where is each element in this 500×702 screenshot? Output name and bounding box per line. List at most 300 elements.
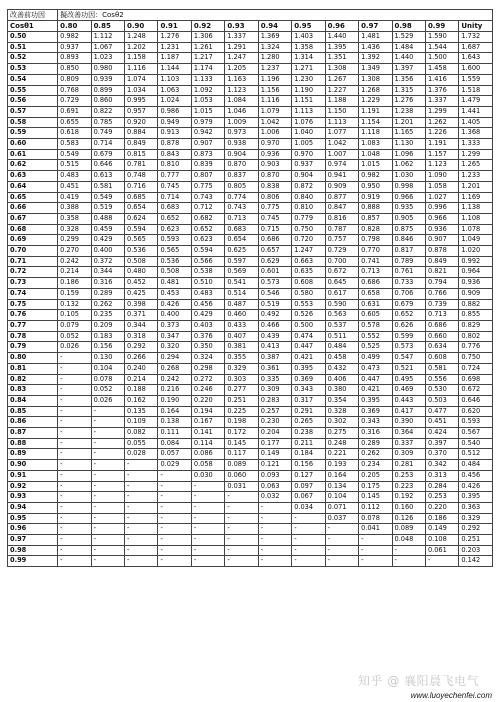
- table-cell: 1.217: [191, 53, 224, 64]
- table-cell: 0.266: [125, 353, 158, 364]
- table-cell: 1.079: [258, 106, 291, 117]
- table-cell: 1.076: [292, 117, 325, 128]
- header-row-1: [8, 10, 493, 21]
- table-row: [8, 545, 493, 556]
- table-cell: 0.097: [292, 481, 325, 492]
- table-cell: 0.766: [425, 288, 458, 299]
- table-cell: -: [125, 545, 158, 556]
- table-cell: -: [91, 406, 124, 417]
- table-cell: -: [191, 545, 224, 556]
- table-cell: 0.714: [158, 192, 191, 203]
- table-cell: 0.355: [225, 353, 258, 364]
- table-cell: 0.936: [459, 278, 493, 289]
- table-cell: 1.130: [392, 139, 425, 150]
- table-cell: 0.052: [58, 331, 91, 342]
- table-cell: 1.291: [225, 42, 258, 53]
- table-cell: 0.135: [125, 406, 158, 417]
- table-cell: 1.040: [292, 128, 325, 139]
- table-cell: -: [191, 556, 224, 567]
- table-cell: 1.191: [359, 106, 392, 117]
- table-cell: 0.456: [459, 470, 493, 481]
- table-cell: -: [125, 524, 158, 535]
- table-cell: 0.581: [425, 363, 458, 374]
- table-cell: 0.904: [292, 171, 325, 182]
- table-cell: 0.141: [191, 428, 224, 439]
- table-cell: 0.407: [225, 331, 258, 342]
- column-header: Unity: [459, 21, 493, 32]
- table-row: [8, 139, 493, 150]
- table-cell: 0.973: [225, 128, 258, 139]
- table-cell: 0.957: [125, 106, 158, 117]
- table-cell: 1.299: [425, 106, 458, 117]
- table-cell: 0.198: [225, 417, 258, 428]
- table-cell: -: [225, 513, 258, 524]
- table-cell: 0.658: [359, 288, 392, 299]
- table-cell: 0.774: [225, 192, 258, 203]
- table-cell: 1.174: [191, 64, 224, 75]
- table-cell: 1.108: [459, 213, 493, 224]
- table-cell: 0.309: [258, 385, 291, 396]
- table-cell: 1.123: [225, 85, 258, 96]
- table-cell: 0.652: [392, 310, 425, 321]
- table-row: [8, 428, 493, 439]
- table-cell: 0.060: [225, 470, 258, 481]
- table-cell: 1.529: [392, 32, 425, 43]
- table-cell: -: [292, 556, 325, 567]
- row-header-pf: 0.60: [8, 139, 58, 150]
- table-cell: 0.855: [459, 310, 493, 321]
- table-cell: 0.683: [225, 224, 258, 235]
- table-cell: 0.426: [459, 481, 493, 492]
- table-cell: 0.646: [459, 395, 493, 406]
- table-row: [8, 299, 493, 310]
- table-cell: -: [91, 513, 124, 524]
- corner-label: 改善前功因: [8, 10, 58, 21]
- table-cell: 0.156: [91, 342, 124, 353]
- table-cell: 0.456: [191, 299, 224, 310]
- table-cell: 1.237: [258, 64, 291, 75]
- table-cell: 0.041: [359, 524, 392, 535]
- table-cell: 0.563: [325, 310, 358, 321]
- table-cell: 0.292: [125, 342, 158, 353]
- table-cell: -: [191, 502, 224, 513]
- row-header-pf: 0.75: [8, 299, 58, 310]
- table-cell: 0.483: [58, 171, 91, 182]
- table-cell: 0.343: [359, 417, 392, 428]
- table-cell: -: [292, 513, 325, 524]
- table-cell: 0.860: [91, 96, 124, 107]
- table-cell: 0.289: [359, 438, 392, 449]
- table-cell: -: [325, 545, 358, 556]
- table-cell: -: [258, 556, 291, 567]
- table-cell: -: [158, 502, 191, 513]
- table-cell: 0.242: [58, 256, 91, 267]
- table-cell: 0.514: [225, 288, 258, 299]
- table-cell: 1.154: [359, 117, 392, 128]
- table-row: [8, 288, 493, 299]
- table-cell: 0.882: [459, 299, 493, 310]
- table-cell: -: [58, 492, 91, 503]
- table-cell: 0.847: [325, 203, 358, 214]
- table-cell: 0.620: [459, 406, 493, 417]
- table-cell: 0.937: [292, 160, 325, 171]
- table-cell: 0.451: [425, 417, 458, 428]
- table-cell: 0.623: [158, 224, 191, 235]
- table-cell: 0.798: [359, 235, 392, 246]
- row-header-pf: 0.80: [8, 353, 58, 364]
- table-cell: 0.873: [191, 149, 224, 160]
- table-row: [8, 32, 493, 43]
- table-cell: 0.683: [158, 203, 191, 214]
- table-cell: 0.460: [225, 310, 258, 321]
- table-cell: 0.175: [359, 481, 392, 492]
- table-cell: 0.160: [392, 502, 425, 513]
- table-row: [8, 502, 493, 513]
- table-cell: 0.624: [125, 213, 158, 224]
- table-cell: 1.590: [425, 32, 458, 43]
- table-cell: 1.392: [359, 53, 392, 64]
- row-header-pf: 0.96: [8, 524, 58, 535]
- table-cell: 1.113: [325, 117, 358, 128]
- table-cell: -: [258, 513, 291, 524]
- table-cell: 0.214: [125, 374, 158, 385]
- table-cell: -: [91, 460, 124, 471]
- table-row: [8, 128, 493, 139]
- table-cell: 0.907: [191, 139, 224, 150]
- row-header-pf: 0.69: [8, 235, 58, 246]
- table-cell: 1.395: [325, 42, 358, 53]
- table-cell: 0.221: [325, 449, 358, 460]
- table-cell: 0.480: [125, 267, 158, 278]
- table-cell: 0.729: [58, 96, 91, 107]
- table-cell: 0.447: [359, 374, 392, 385]
- table-cell: 0.447: [292, 342, 325, 353]
- table-cell: 0.777: [158, 171, 191, 182]
- table-cell: 1.201: [392, 117, 425, 128]
- table-cell: 0.593: [459, 417, 493, 428]
- table-cell: 1.416: [425, 74, 458, 85]
- table-cell: 1.337: [425, 96, 458, 107]
- table-cell: 0.909: [325, 181, 358, 192]
- table-cell: 1.103: [158, 74, 191, 85]
- table-cell: 0.970: [292, 149, 325, 160]
- table-cell: 0.521: [392, 363, 425, 374]
- table-cell: -: [58, 449, 91, 460]
- table-cell: -: [91, 449, 124, 460]
- table-cell: -: [125, 460, 158, 471]
- table-cell: 0.398: [125, 299, 158, 310]
- table-cell: 0.573: [258, 278, 291, 289]
- table-cell: 0.508: [158, 267, 191, 278]
- table-cell: 0.654: [125, 203, 158, 214]
- table-cell: 0.617: [325, 288, 358, 299]
- table-cell: 0.846: [392, 235, 425, 246]
- table-cell: 0.429: [91, 235, 124, 246]
- table-cell: 0.214: [58, 267, 91, 278]
- table-cell: 0.347: [158, 331, 191, 342]
- table-cell: 0.093: [258, 470, 291, 481]
- table-cell: 0.320: [158, 342, 191, 353]
- table-row: [8, 524, 493, 535]
- table-cell: 1.643: [459, 53, 493, 64]
- row-header-pf: 0.92: [8, 481, 58, 492]
- column-header: 0.98: [392, 21, 425, 32]
- table-cell: 0.186: [58, 278, 91, 289]
- table-cell: 0.935: [392, 203, 425, 214]
- column-header: 0.90: [125, 21, 158, 32]
- table-cell: 0.546: [258, 288, 291, 299]
- table-cell: 1.074: [125, 74, 158, 85]
- table-cell: 0.713: [225, 213, 258, 224]
- table-cell: 0.369: [359, 406, 392, 417]
- table-cell: 0.114: [191, 438, 224, 449]
- table-cell: -: [58, 535, 91, 546]
- table-cell: 0.265: [292, 417, 325, 428]
- table-cell: 1.027: [425, 192, 458, 203]
- column-header: 0.91: [158, 21, 191, 32]
- table-cell: 0.817: [392, 246, 425, 257]
- table-cell: 1.201: [459, 181, 493, 192]
- table-row: [8, 438, 493, 449]
- table-cell: 0.593: [158, 235, 191, 246]
- row-header-pf: 0.90: [8, 460, 58, 471]
- table-cell: 1.227: [325, 85, 358, 96]
- table-cell: 0.625: [225, 246, 258, 257]
- table-cell: 1.405: [459, 117, 493, 128]
- table-cell: -: [158, 535, 191, 546]
- table-cell: -: [91, 438, 124, 449]
- table-cell: 0.686: [359, 278, 392, 289]
- table-cell: 1.226: [425, 128, 458, 139]
- row-header-pf: 0.94: [8, 502, 58, 513]
- table-cell: 1.112: [91, 32, 124, 43]
- table-cell: 0.159: [58, 288, 91, 299]
- column-header: 0.92: [191, 21, 224, 32]
- table-cell: 0.109: [125, 417, 158, 428]
- table-cell: 1.063: [158, 85, 191, 96]
- table-cell: 0.998: [392, 181, 425, 192]
- table-cell: 1.308: [359, 74, 392, 85]
- table-cell: 1.058: [425, 181, 458, 192]
- table-cell: 0.660: [425, 331, 458, 342]
- table-cell: 0.238: [292, 428, 325, 439]
- table-cell: 0.583: [58, 139, 91, 150]
- table-cell: 0.809: [58, 74, 91, 85]
- table-cell: 0.354: [325, 395, 358, 406]
- table-cell: -: [125, 481, 158, 492]
- table-cell: 0.745: [158, 181, 191, 192]
- table-cell: 1.196: [258, 74, 291, 85]
- table-cell: 0.878: [425, 246, 458, 257]
- table-cell: 0.706: [392, 288, 425, 299]
- table-cell: 0.626: [392, 320, 425, 331]
- row-header-pf: 0.78: [8, 331, 58, 342]
- table-cell: 1.403: [292, 32, 325, 43]
- table-cell: 0.451: [58, 181, 91, 192]
- column-header: 0.85: [91, 21, 124, 32]
- table-cell: 0.770: [359, 246, 392, 257]
- table-cell: 0.511: [325, 331, 358, 342]
- table-cell: 0.685: [125, 192, 158, 203]
- table-cell: 0.748: [125, 171, 158, 182]
- table-cell: 0.071: [325, 502, 358, 513]
- table-row: [8, 85, 493, 96]
- row-header-pf: 0.67: [8, 213, 58, 224]
- row-header-pf: 0.64: [8, 181, 58, 192]
- table-cell: 0.156: [292, 460, 325, 471]
- table-cell: 0.919: [359, 192, 392, 203]
- table-cell: 0.067: [292, 492, 325, 503]
- row-header-pf: 0.99: [8, 556, 58, 567]
- table-cell: 0.481: [158, 278, 191, 289]
- table-cell: 0.672: [459, 385, 493, 396]
- table-cell: 0.458: [325, 353, 358, 364]
- table-cell: 0.270: [58, 246, 91, 257]
- table-row: [8, 160, 493, 171]
- table-cell: 0.262: [359, 449, 392, 460]
- table-cell: 0.079: [58, 320, 91, 331]
- row-header-pf: 0.62: [8, 160, 58, 171]
- table-cell: 1.268: [359, 85, 392, 96]
- table-cell: -: [125, 470, 158, 481]
- table-cell: 1.276: [392, 96, 425, 107]
- table-cell: 1.440: [325, 32, 358, 43]
- table-cell: -: [158, 524, 191, 535]
- table-cell: 0.329: [225, 363, 258, 374]
- table-cell: 1.133: [191, 74, 224, 85]
- table-cell: 0.849: [425, 256, 458, 267]
- row-header-pf: 0.70: [8, 246, 58, 257]
- table-cell: 0.713: [359, 267, 392, 278]
- table-cell: 0.966: [425, 213, 458, 224]
- table-cell: 0.920: [125, 117, 158, 128]
- table-cell: 0.350: [191, 342, 224, 353]
- table-cell: 0.028: [125, 449, 158, 460]
- table-cell: 0.566: [191, 256, 224, 267]
- table-cell: 0.995: [125, 96, 158, 107]
- table-cell: 0.289: [91, 288, 124, 299]
- table-cell: 0.164: [158, 406, 191, 417]
- table-cell: 1.356: [392, 74, 425, 85]
- table-cell: -: [58, 545, 91, 556]
- table-cell: 0.553: [292, 299, 325, 310]
- table-cell: 1.123: [425, 160, 458, 171]
- row-header-pf: 0.72: [8, 267, 58, 278]
- table-cell: -: [125, 502, 158, 513]
- table-cell: 0.903: [258, 160, 291, 171]
- table-cell: 0.768: [58, 85, 91, 96]
- table-row: [8, 106, 493, 117]
- row-header-pf: 0.73: [8, 278, 58, 289]
- table-row: [8, 192, 493, 203]
- table-cell: 0.473: [359, 363, 392, 374]
- table-cell: 0.538: [191, 267, 224, 278]
- table-cell: 0.032: [258, 492, 291, 503]
- table-row: [8, 513, 493, 524]
- table-cell: 0.992: [459, 256, 493, 267]
- table-cell: 0.048: [392, 535, 425, 546]
- row-header-pf: 0.93: [8, 492, 58, 503]
- table-cell: 1.042: [258, 117, 291, 128]
- table-cell: 0.964: [459, 267, 493, 278]
- table-cell: 0.417: [392, 406, 425, 417]
- table-cell: 1.600: [459, 64, 493, 75]
- table-cell: 0.164: [325, 470, 358, 481]
- table-cell: 0.421: [292, 353, 325, 364]
- table-cell: 0.849: [125, 139, 158, 150]
- table-cell: 0.682: [191, 213, 224, 224]
- table-cell: 0.613: [91, 171, 124, 182]
- table-cell: -: [191, 513, 224, 524]
- table-cell: 1.479: [459, 96, 493, 107]
- row-header-pf: 0.52: [8, 53, 58, 64]
- table-row: [8, 256, 493, 267]
- table-cell: 0.240: [125, 363, 158, 374]
- table-body: [8, 10, 493, 567]
- table-cell: 1.190: [292, 85, 325, 96]
- table-cell: 0.821: [425, 267, 458, 278]
- table-cell: -: [359, 545, 392, 556]
- table-cell: 1.023: [91, 53, 124, 64]
- table-cell: 0.794: [425, 278, 458, 289]
- table-cell: 0.104: [325, 492, 358, 503]
- table-cell: 0.950: [359, 181, 392, 192]
- column-header: 0.99: [425, 21, 458, 32]
- table-row: [8, 224, 493, 235]
- row-header-pf: 0.74: [8, 288, 58, 299]
- table-cell: -: [58, 428, 91, 439]
- table-cell: 0.424: [425, 428, 458, 439]
- table-cell: -: [91, 428, 124, 439]
- table-cell: 1.169: [459, 192, 493, 203]
- table-cell: 0.162: [125, 395, 158, 406]
- table-cell: 0.822: [91, 106, 124, 117]
- table-cell: 0.503: [425, 395, 458, 406]
- table-cell: -: [91, 524, 124, 535]
- table-cell: 1.369: [258, 32, 291, 43]
- table-cell: 0.234: [359, 460, 392, 471]
- table-cell: 0.248: [325, 438, 358, 449]
- table-cell: 1.084: [225, 96, 258, 107]
- row-header-pf: 0.68: [8, 224, 58, 235]
- table-cell: 0.477: [425, 406, 458, 417]
- table-cell: 0.324: [191, 353, 224, 364]
- table-cell: 0.519: [91, 203, 124, 214]
- row-header-pf: 0.53: [8, 64, 58, 75]
- table-row: [8, 417, 493, 428]
- row-header-pf: 0.54: [8, 74, 58, 85]
- table-cell: 1.484: [392, 42, 425, 53]
- table-cell: 0.724: [459, 363, 493, 374]
- row-header-pf: 0.76: [8, 310, 58, 321]
- table-cell: 0.395: [292, 363, 325, 374]
- table-cell: 0.177: [258, 438, 291, 449]
- table-cell: 0.857: [359, 213, 392, 224]
- table-cell: 0.134: [325, 481, 358, 492]
- table-cell: 0.549: [91, 192, 124, 203]
- table-cell: 0.149: [425, 524, 458, 535]
- table-cell: 0.126: [392, 513, 425, 524]
- table-cell: -: [158, 545, 191, 556]
- table-cell: 0.380: [325, 385, 358, 396]
- row-header-pf: 0.84: [8, 395, 58, 406]
- table-cell: 0.142: [459, 556, 493, 567]
- table-cell: 0.395: [359, 395, 392, 406]
- table-row: [8, 96, 493, 107]
- table-cell: 1.156: [258, 85, 291, 96]
- table-cell: -: [292, 524, 325, 535]
- table-cell: -: [58, 406, 91, 417]
